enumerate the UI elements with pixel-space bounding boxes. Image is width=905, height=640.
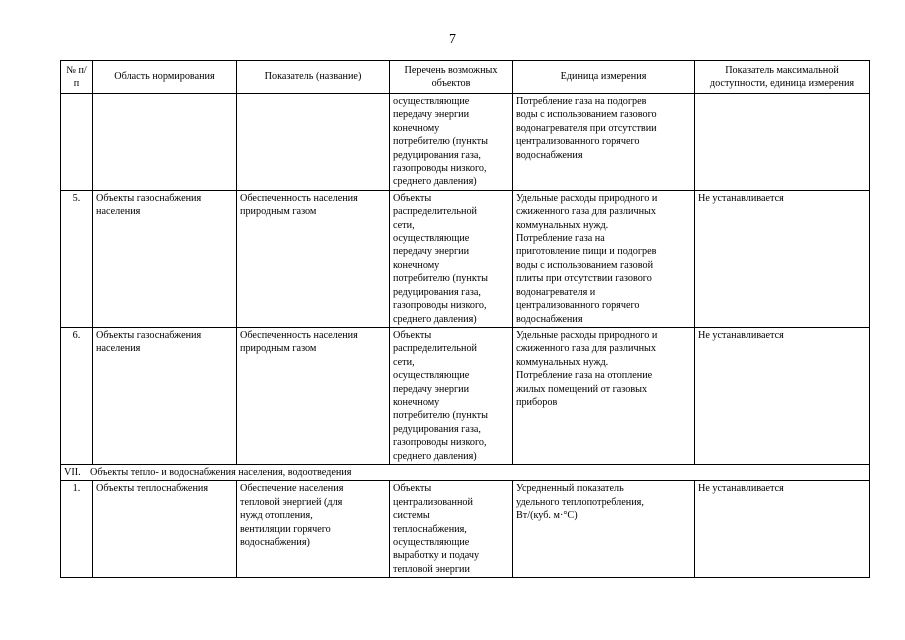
cell-objects-line: среднего давления) [393, 176, 477, 188]
cell-objects-line: редуцирования газа, [393, 423, 481, 435]
cell-unit-line: Удельные расходы природного и [516, 192, 658, 204]
header-area: Область нормирования [93, 61, 237, 94]
cell-unit-line: сжиженного газа для различных [516, 206, 656, 218]
cell-unit-line: воды с использованием газовой [516, 259, 654, 271]
cell-unit-line: коммунальных нужд. [516, 219, 609, 231]
cell-unit-line: приготовление пищи и подогрев [516, 246, 657, 258]
cell-indicator [237, 190, 390, 327]
cell-objects-line: осуществляющие [393, 537, 470, 548]
cell-objects-line: среднего давления) [393, 313, 477, 325]
cell-unit [513, 190, 695, 327]
cell-max: Не устанавливается [695, 190, 870, 327]
cell-unit-line: Потребление газа на подогрев [516, 96, 647, 107]
cell-area [93, 327, 237, 464]
cell-area-line: Объекты газоснабжения [96, 192, 202, 204]
cell-objects-line: газопроводы низкого, [393, 163, 487, 175]
cell-unit-line: сжиженного газа для различных [516, 343, 656, 355]
cell-unit-line: Удельные расходы природного и [516, 329, 658, 341]
cell-indicator-line: водоснабжения) [240, 537, 310, 548]
cell-objects-line: газопроводы низкого, [393, 300, 487, 312]
section-number: VII. [64, 466, 81, 478]
header-objects: Перечень возможных объектов [390, 61, 513, 94]
cell-num: 5. [61, 190, 93, 327]
cell-objects-line: осуществляющие [393, 233, 470, 245]
cell-unit [513, 94, 695, 191]
cell-unit-line: Потребление газа на [516, 233, 605, 245]
cell-indicator-line: природным газом [240, 206, 317, 218]
cell-area-line: населения [96, 206, 141, 218]
cell-objects-line: конечному [393, 259, 440, 271]
cell-objects-line: Объекты [393, 329, 432, 341]
table-row [61, 481, 870, 578]
cell-unit-line: приборов [516, 396, 558, 408]
cell-objects-line: сети, [393, 356, 415, 368]
cell-unit-line: Потребление газа на отопление [516, 370, 653, 382]
cell-objects-line: редуцирования газа, [393, 149, 481, 161]
header-max: Показатель максимальной доступности, единица измерения [695, 61, 870, 94]
header-num: № п/п [61, 61, 93, 94]
cell-objects-line: системы [393, 510, 430, 522]
header-indicator: Показатель (название) [237, 61, 390, 94]
cell-area-line: населения [96, 343, 141, 355]
cell-unit-line: централизованного горячего [516, 136, 640, 148]
cell-unit-line: жилых помещений от газовых [516, 383, 648, 395]
cell-max: Не устанавливается [695, 481, 870, 578]
cell-objects [390, 327, 513, 464]
cell-indicator-line: тепловой энергией (для [240, 496, 343, 508]
cell-objects-line: передачу энергии [393, 246, 470, 258]
table-row [61, 94, 870, 191]
cell-indicator-line: Обеспеченность населения [240, 192, 358, 204]
cell-num: 6. [61, 327, 93, 464]
cell-indicator-line: Обеспечение населения [240, 483, 344, 495]
cell-indicator-line: Обеспеченность населения [240, 329, 358, 341]
cell-objects-line: Объекты [393, 483, 432, 495]
cell-objects-line: распределительной [393, 343, 478, 355]
section-row [61, 464, 870, 480]
cell-objects-line: среднего давления) [393, 450, 477, 462]
cell-area [93, 94, 237, 191]
cell-objects-line: Объекты [393, 192, 432, 204]
cell-indicator-line: нужд отопления, [240, 510, 313, 522]
cell-area-line: Объекты теплоснабжения [96, 483, 209, 495]
cell-unit-line: Вт/(куб. м·°С) [516, 510, 578, 522]
cell-area [93, 190, 237, 327]
cell-num [61, 94, 93, 191]
section-title: Объекты тепло- и водоснабжения населения, водоотведения [90, 466, 352, 478]
cell-objects-line: выработку и подачу [393, 550, 480, 562]
page-number: 7 [449, 32, 456, 47]
table-row [61, 327, 870, 464]
cell-unit-line: Усредненный показатель [516, 483, 624, 495]
cell-objects [390, 481, 513, 578]
cell-unit-line: водоснабжения [516, 149, 583, 161]
cell-unit-line: водонагревателя и [516, 286, 596, 298]
cell-unit-line: водонагревателя при отсутствии [516, 122, 657, 134]
cell-objects-line: редуцирования газа, [393, 286, 481, 298]
cell-objects-line: сети, [393, 219, 415, 231]
cell-unit-line: централизованного горячего [516, 300, 640, 312]
cell-objects-line: газопроводы низкого, [393, 437, 487, 449]
cell-indicator-line: вентиляции горячего [240, 523, 331, 535]
table-header-row [61, 61, 870, 94]
header-unit: Единица измерения [513, 61, 695, 94]
cell-max [695, 94, 870, 191]
cell-area [93, 481, 237, 578]
cell-unit [513, 481, 695, 578]
cell-objects-line: конечному [393, 122, 440, 134]
cell-unit-line: водоснабжения [516, 313, 583, 325]
norms-table [60, 60, 870, 578]
cell-indicator [237, 94, 390, 191]
cell-objects-line: теплоснабжения, [393, 523, 467, 535]
cell-objects-line: распределительной [393, 206, 478, 218]
cell-objects [390, 94, 513, 191]
cell-objects-line: осуществляющие [393, 96, 470, 107]
cell-indicator [237, 481, 390, 578]
cell-objects-line: централизованной [393, 496, 473, 508]
cell-objects-line: тепловой энергии [393, 563, 470, 575]
cell-objects-line: конечному [393, 396, 440, 408]
section-cell [61, 464, 870, 480]
cell-num: 1. [61, 481, 93, 578]
cell-objects-line: потребителю (пункты [393, 273, 488, 285]
cell-max: Не устанавливается [695, 327, 870, 464]
cell-unit-line: коммунальных нужд. [516, 356, 609, 368]
cell-indicator-line: природным газом [240, 343, 317, 355]
cell-unit-line: плиты при отсутствии газового [516, 273, 652, 285]
cell-objects [390, 190, 513, 327]
cell-unit [513, 327, 695, 464]
table-row [61, 190, 870, 327]
cell-indicator [237, 327, 390, 464]
cell-unit-line: воды с использованием газового [516, 109, 657, 121]
cell-objects-line: потребителю (пункты [393, 410, 488, 422]
cell-unit-line: удельного теплопотребления, [516, 496, 644, 508]
cell-objects-line: потребителю (пункты [393, 136, 488, 148]
cell-objects-line: передачу энергии [393, 109, 470, 121]
cell-objects-line: осуществляющие [393, 370, 470, 382]
cell-area-line: Объекты газоснабжения [96, 329, 202, 341]
cell-objects-line: передачу энергии [393, 383, 470, 395]
